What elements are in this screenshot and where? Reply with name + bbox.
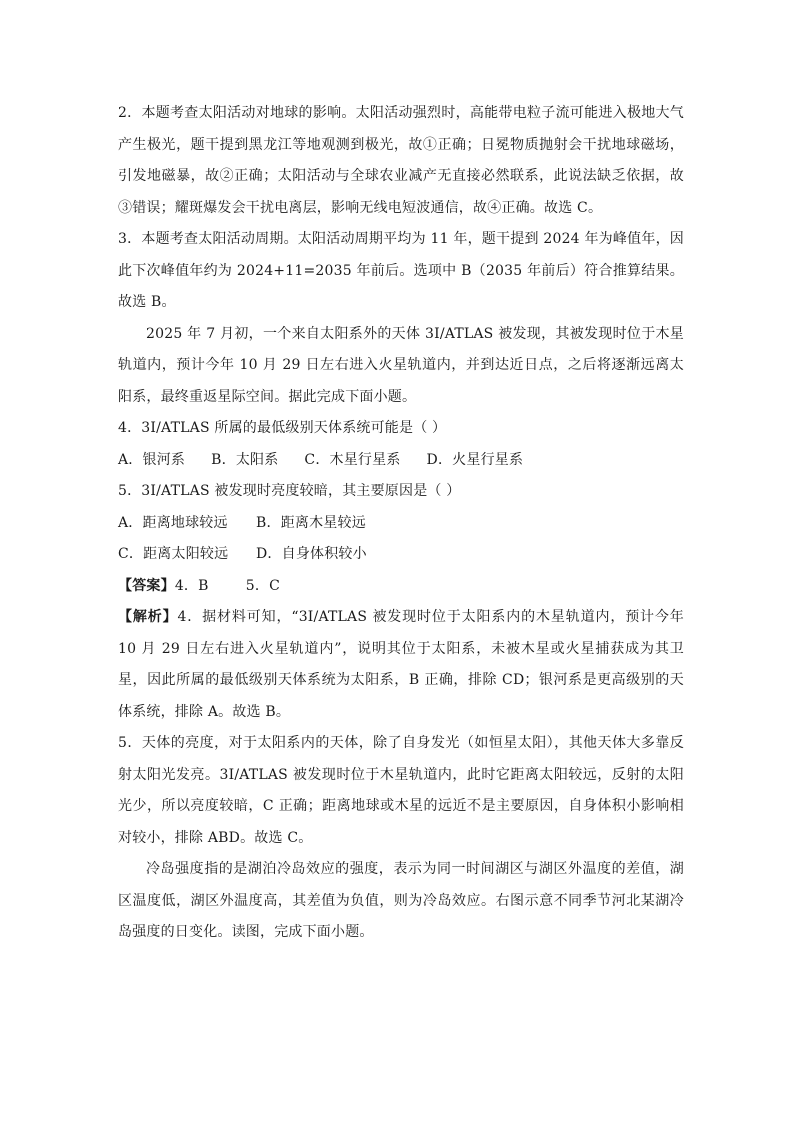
question-material: 2025 年 7 月初，一个来自太阳系外的天体 3I/ATLAS 被发现，其被发现时位于木星轨道内，预计今年 10 月 29 日左右进入火星轨道内，并到达近日点，之后将逐渐远离太阳系，最终重返星际空间。据此完成下面小题。 <box>118 325 684 405</box>
next-question-material: 冷岛强度指的是湖泊冷岛效应的强度，表示为同一时间湖区与湖区外温度的差值，湖区温度低，湖区外温度高，其差值为负值，则为冷岛效应。右图示意不同季节河北某湖冷岛强度的日变化。读图，完成下面小题。 <box>118 861 684 940</box>
analysis-item-2: 2．本题考查太阳活动对地球的影响。太阳活动强烈时，高能带电粒子流可能进入极地大气产生极光，题干提到黑龙江等地观测到极光，故①正确；日冕物质抛射会干扰地球磁场，引发地磁暴，故②正确；太阳活动与全球农业减产无直接必然联系，此说法缺乏依据，故③错误；耀斑爆发会干扰电离层，影响无线电短波通信，故④正确。故选 C。 <box>118 105 684 216</box>
analysis-label: 【解析】 <box>118 609 178 625</box>
question-5-option-a: A．距离地球较远 <box>118 514 228 531</box>
answer-label: 【答案】 <box>118 577 175 594</box>
answer-text: 4．B 5．C <box>174 577 281 594</box>
answer-line <box>118 571 684 603</box>
question-4-options <box>118 445 684 477</box>
question-5-stem: 5．3I/ATLAS 被发现时亮度较暗，其主要原因是（ ） <box>118 483 461 499</box>
analysis-item-3: 3．本题考查太阳活动周期。太阳活动周期平均为 11 年，题干提到 2024 年为峰值年，因此下次峰值年约为 2024+11=2035 年前后。选项中 B（2035 年前后）符合推算结果。故选 B。 <box>118 231 684 310</box>
question-4-stem: 4．3I/ATLAS 所属的最低级别天体系统可能是（ ） <box>118 420 447 436</box>
question-4-option-b: B．太阳系 <box>211 451 279 468</box>
document-content <box>118 98 684 949</box>
analysis-item-5: 5．天体的亮度，对于太阳系内的天体，除了自身发光（如恒星太阳），其他天体大多靠反射太阳光发亮。3I/ATLAS 被发现时位于木星轨道内，此时它距离太阳较远，反射的太阳光少，所以亮度较暗，C 正确；距离地球或木星的远近不是主要原因，自身体积小影响相对较小，排除 ABD。故选 C。 <box>118 735 684 846</box>
analysis-item-4-text: 4．据材料可知，“3I/ATLAS 被发现时位于太阳系内的木星轨道内，预计今年 10 月 29 日左右进入火星轨道内”，说明其位于太阳系，未被木星或火星捕获成为其卫星，因此所属的最低级别天体系统为太阳系，B 正确，排除 CD；银河系是更高级别的天体系统，排除 A。故选 B。 <box>118 609 684 720</box>
question-5-option-c: C．距离太阳较远 <box>118 546 229 562</box>
question-4-option-d: D．火星行星系 <box>426 451 524 468</box>
question-5-options-row-1 <box>118 508 684 540</box>
question-4-option-a: A．银河系 <box>118 451 186 468</box>
question-5-option-d: D．自身体积较小 <box>256 546 367 562</box>
analysis-item-4 <box>118 602 684 728</box>
question-5-options-row-2 <box>118 539 684 571</box>
question-4-option-c: C．木星行星系 <box>304 451 401 468</box>
question-5-option-b: B．距离木星较远 <box>256 514 366 531</box>
